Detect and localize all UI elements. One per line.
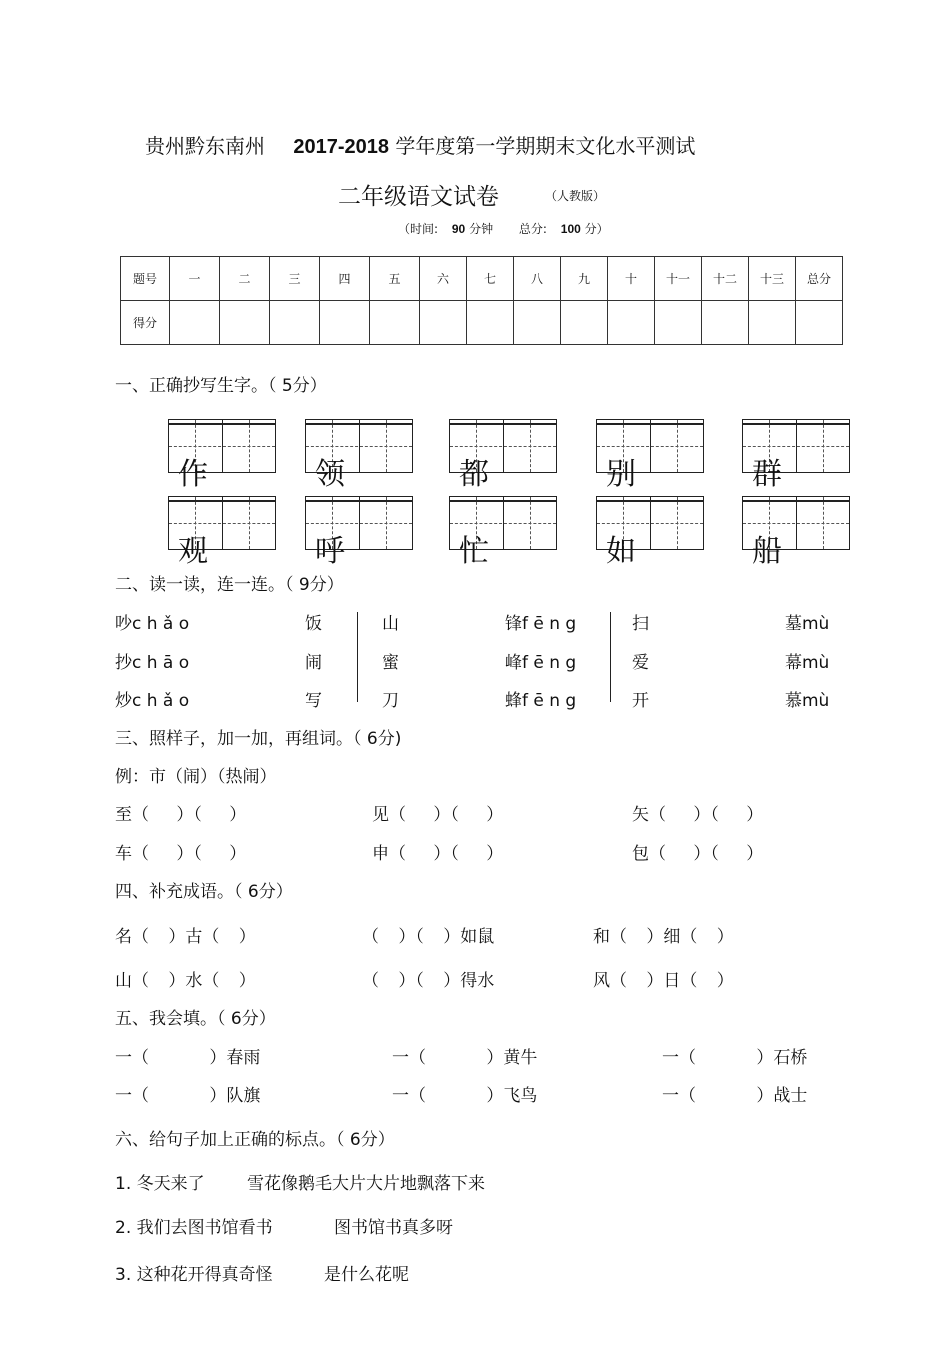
header-cell: 一 <box>170 257 220 301</box>
pinyin-item: 慕mù <box>785 691 830 711</box>
idiom-item[interactable]: （ ）（ ）得水 <box>362 971 495 991</box>
model-character: 别 <box>606 457 636 492</box>
pinyin-item: 抄c h ā o <box>115 653 190 673</box>
section-1-title: 一、正确抄写生字。（ 5分） <box>115 376 327 396</box>
match-word: 山 <box>382 614 399 634</box>
header-cell: 总分 <box>796 257 843 301</box>
edition-label: （人教版） <box>545 189 606 203</box>
model-character: 都 <box>459 457 489 492</box>
measure-item[interactable]: 一（ ）春雨 <box>115 1048 261 1068</box>
fill-item[interactable]: 矢（ ）（ ） <box>632 805 764 825</box>
model-character: 群 <box>752 457 782 492</box>
pinyin-item: 墓mù <box>785 614 830 634</box>
fill-item[interactable]: 至（ ）（ ） <box>115 805 247 825</box>
match-word: 饭 <box>305 614 322 634</box>
section-4-title: 四、补充成语。（ 6分） <box>115 882 293 902</box>
pinyin-item: 蜂f ē n g <box>505 691 577 711</box>
column-divider <box>610 612 611 702</box>
score-cell[interactable] <box>220 301 270 345</box>
model-character: 领 <box>315 457 345 492</box>
section-6-title: 六、给句子加上正确的标点。（ 6分） <box>115 1130 395 1150</box>
time-label: （时间: <box>398 222 439 236</box>
time-value: 90 <box>451 222 466 236</box>
match-word: 写 <box>305 691 322 711</box>
score-cell[interactable] <box>420 301 467 345</box>
idiom-item[interactable]: （ ）（ ）如鼠 <box>362 927 495 947</box>
sentence-part: 是什么花呢 <box>324 1265 409 1285</box>
sentence-part: 2. 我们去图书馆看书 <box>115 1218 273 1238</box>
exam-info <box>398 220 609 237</box>
measure-item[interactable]: 一（ ）战士 <box>662 1086 808 1106</box>
fill-item[interactable]: 包（ ）（ ） <box>632 844 764 864</box>
title-prefix: 贵州黔东南州 <box>145 134 265 158</box>
sentence-part: 图书馆书真多呀 <box>334 1218 453 1238</box>
score-cell[interactable] <box>370 301 420 345</box>
header-cell: 五 <box>370 257 420 301</box>
total-label: 总分: <box>518 222 547 236</box>
model-character: 如 <box>606 534 636 569</box>
score-row <box>121 301 843 345</box>
header-cell: 十 <box>608 257 655 301</box>
header-cell: 十三 <box>749 257 796 301</box>
match-word: 蜜 <box>382 653 399 673</box>
total-value: 100 <box>560 222 581 236</box>
score-table <box>120 256 843 345</box>
header-cell: 四 <box>320 257 370 301</box>
score-cell[interactable] <box>655 301 702 345</box>
score-header-row <box>121 257 843 301</box>
header-cell: 二 <box>220 257 270 301</box>
match-word: 爱 <box>632 653 649 673</box>
exam-title <box>145 130 695 159</box>
column-divider <box>357 612 358 702</box>
idiom-item[interactable]: 风（ ）日（ ） <box>593 971 734 991</box>
match-word: 扫 <box>632 614 649 634</box>
header-cell: 八 <box>514 257 561 301</box>
model-character: 观 <box>178 534 208 569</box>
score-cell[interactable] <box>749 301 796 345</box>
header-cell: 十一 <box>655 257 702 301</box>
fill-item[interactable]: 车（ ）（ ） <box>115 844 247 864</box>
model-character: 作 <box>178 457 208 492</box>
measure-item[interactable]: 一（ ）队旗 <box>115 1086 261 1106</box>
model-character: 呼 <box>315 534 345 569</box>
time-unit: 分钟 <box>469 222 494 236</box>
example-line: 例：市（闹）（热闹） <box>115 767 277 787</box>
sentence-part: 3. 这种花开得真奇怪 <box>115 1265 273 1285</box>
match-word: 刀 <box>382 691 399 711</box>
sentence-part: 1. 冬天来了 <box>115 1174 205 1194</box>
score-row-label: 得分 <box>121 301 170 345</box>
pinyin-item: 锋f ē n g <box>505 614 577 634</box>
score-cell[interactable] <box>796 301 843 345</box>
model-character: 船 <box>752 534 782 569</box>
score-cell[interactable] <box>608 301 655 345</box>
match-word: 开 <box>632 691 649 711</box>
header-cell: 九 <box>561 257 608 301</box>
score-cell[interactable] <box>467 301 514 345</box>
header-cell: 六 <box>420 257 467 301</box>
idiom-item[interactable]: 山（ ）水（ ） <box>115 971 256 991</box>
idiom-item[interactable]: 名（ ）古（ ） <box>115 927 256 947</box>
model-character: 忙 <box>459 534 489 569</box>
score-cell[interactable] <box>561 301 608 345</box>
score-cell[interactable] <box>702 301 749 345</box>
header-cell: 十二 <box>702 257 749 301</box>
fill-item[interactable]: 申（ ）（ ） <box>372 844 504 864</box>
score-cell[interactable] <box>320 301 370 345</box>
measure-item[interactable]: 一（ ）石桥 <box>662 1048 808 1068</box>
pinyin-item: 幕mù <box>785 653 830 673</box>
score-cell[interactable] <box>170 301 220 345</box>
title-year: 2017-2018 <box>293 136 390 158</box>
sentence-part: 雪花像鹅毛大片大片地飘落下来 <box>247 1174 485 1194</box>
section-5-title: 五、我会填。（ 6分） <box>115 1009 276 1029</box>
idiom-item[interactable]: 和（ ）细（ ） <box>593 927 734 947</box>
score-cell[interactable] <box>514 301 561 345</box>
section-2-title: 二、读一读，连一连。（ 9分） <box>115 575 344 595</box>
header-cell: 三 <box>270 257 320 301</box>
fill-item[interactable]: 见（ ）（ ） <box>372 805 504 825</box>
title-suffix: 学年度第一学期期末文化水平测试 <box>395 134 696 158</box>
score-cell[interactable] <box>270 301 320 345</box>
section-3-title: 三、照样子，加一加，再组词。（ 6分) <box>115 729 402 749</box>
pinyin-item: 峰f ē n g <box>505 653 577 673</box>
header-cell: 七 <box>467 257 514 301</box>
pinyin-item: 吵c h ǎ o <box>115 614 190 634</box>
pinyin-item: 炒c h ǎ o <box>115 691 190 711</box>
total-unit: 分） <box>584 222 609 236</box>
exam-subtitle: 二年级语文试卷 <box>338 184 499 210</box>
match-word: 闹 <box>305 653 322 673</box>
measure-item[interactable]: 一（ ）黄牛 <box>392 1048 538 1068</box>
measure-item[interactable]: 一（ ）飞鸟 <box>392 1086 538 1106</box>
header-cell: 题号 <box>121 257 170 301</box>
